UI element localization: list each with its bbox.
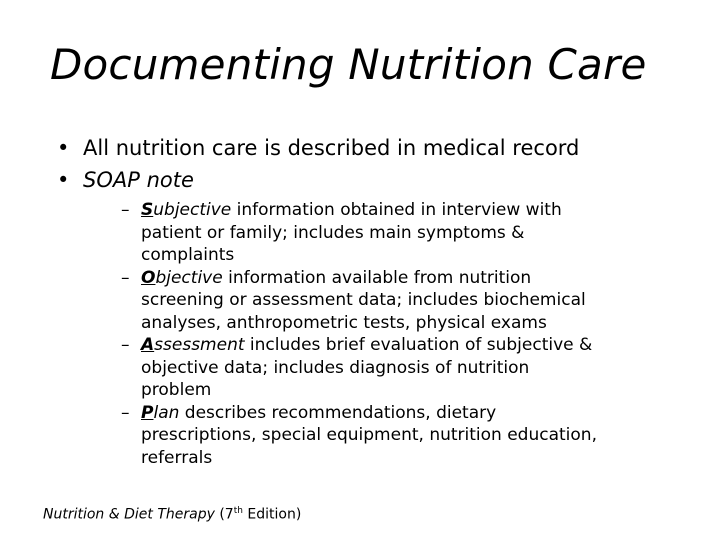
soap-keyword-rest: ssessment bbox=[154, 335, 245, 355]
soap-keyword bbox=[141, 268, 223, 288]
soap-keyword bbox=[141, 335, 245, 355]
sub-marker: – bbox=[121, 402, 130, 423]
bullet-list bbox=[55, 132, 695, 469]
sub-marker: – bbox=[121, 267, 130, 288]
soap-line bbox=[141, 334, 695, 357]
bullet-marker: • bbox=[57, 168, 70, 192]
soap-line bbox=[141, 267, 695, 290]
soap-keyword-rest: bjective bbox=[155, 267, 223, 288]
slide-title: Documenting Nutrition Care bbox=[50, 40, 647, 89]
footer-book-title: Nutrition & Diet Therapy bbox=[43, 506, 215, 523]
soap-text: information available from nutrition bbox=[222, 267, 532, 288]
soap-letter: S bbox=[141, 200, 154, 220]
soap-text: includes brief evaluation of subjective & bbox=[244, 335, 593, 355]
footer-citation bbox=[43, 506, 301, 523]
soap-letter: O bbox=[141, 267, 156, 288]
soap-letter: P bbox=[141, 402, 154, 423]
soap-line: referrals bbox=[141, 447, 213, 468]
soap-line: objective data; includes diagnosis of nutrition bbox=[141, 357, 530, 378]
footer-edition-close: Edition) bbox=[242, 506, 302, 523]
soap-item-subjective bbox=[83, 199, 695, 267]
soap-item-plan bbox=[83, 402, 695, 470]
bullet-item bbox=[55, 132, 695, 164]
soap-keyword bbox=[141, 200, 231, 220]
soap-keyword-rest: ubjective bbox=[153, 200, 232, 220]
footer-edition-sup: th bbox=[233, 506, 243, 516]
soap-item-objective bbox=[83, 267, 695, 335]
soap-line: screening or assessment data; includes biochemical bbox=[141, 290, 586, 310]
bullet-text: All nutrition care is described in medical record bbox=[83, 136, 580, 160]
soap-text: information obtained in interview with bbox=[231, 200, 562, 220]
soap-item-assessment bbox=[83, 334, 695, 402]
soap-list bbox=[83, 199, 695, 469]
soap-line: prescriptions, special equipment, nutrition education, bbox=[141, 425, 597, 445]
soap-line: patient or family; includes main symptoms & bbox=[141, 222, 525, 243]
soap-line: problem bbox=[141, 380, 212, 400]
soap-line bbox=[141, 402, 695, 425]
bullet-marker: • bbox=[57, 136, 70, 160]
bullet-text: SOAP note bbox=[83, 168, 194, 192]
soap-letter: A bbox=[141, 335, 155, 355]
sub-marker: – bbox=[121, 335, 130, 355]
sub-marker: – bbox=[121, 200, 130, 220]
footer-edition-open: (7 bbox=[214, 506, 234, 523]
bullet-item bbox=[55, 164, 695, 469]
soap-keyword-rest: lan bbox=[153, 402, 180, 423]
soap-line: complaints bbox=[141, 245, 235, 265]
soap-line bbox=[141, 199, 695, 222]
soap-text: describes recommendations, dietary bbox=[179, 402, 497, 423]
soap-keyword bbox=[141, 403, 179, 423]
soap-line: analyses, anthropometric tests, physical exams bbox=[141, 312, 547, 333]
